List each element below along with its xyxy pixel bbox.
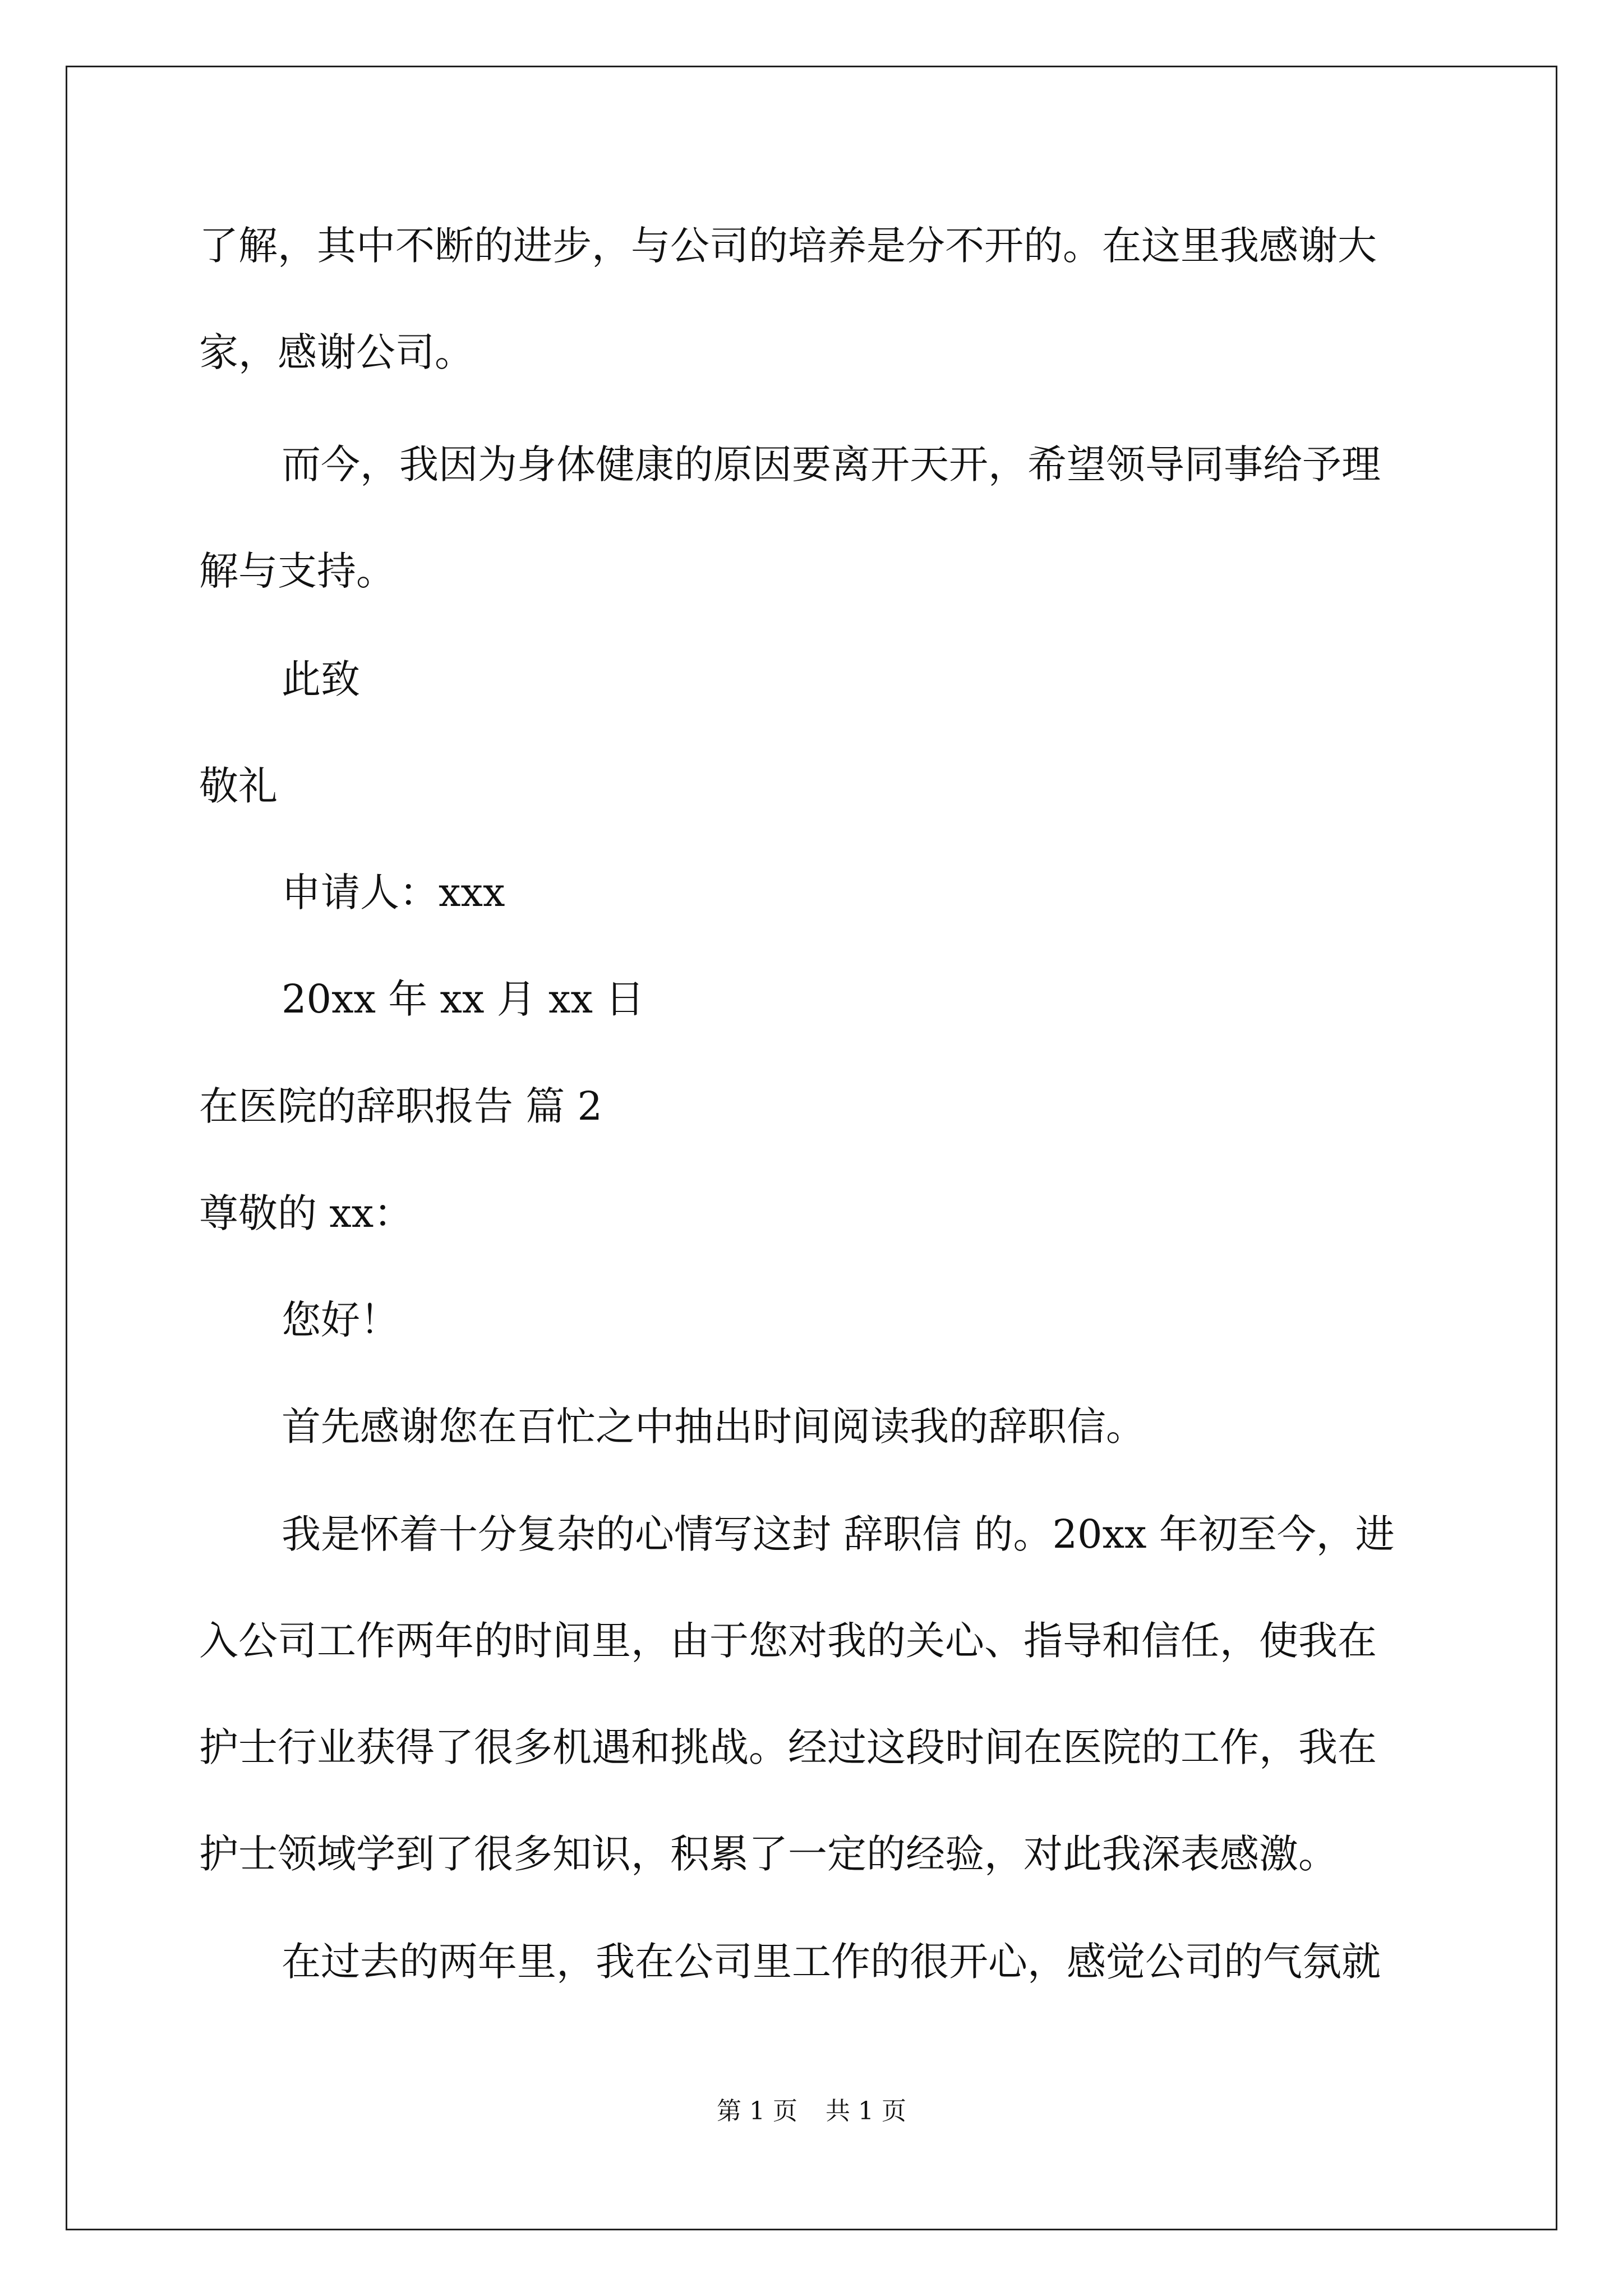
closing-salutation: 此致 (282, 656, 360, 702)
body-line-3: 而今，我因为身体健康的原因要离开天开，希望领导同事给予理 (282, 441, 1381, 487)
page-footer (0, 2099, 1623, 2124)
section-heading: 在医院的辞职报告 篇 2 (199, 1083, 603, 1129)
body-line-1: 了解，其中不断的进步，与公司的培养是分不开的。在这里我感谢大 (199, 223, 1377, 269)
applicant-line: 申请人：xxx (282, 869, 505, 915)
body-line-15: 护士行业获得了很多机遇和挑战。经过这段时间在医院的工作，我在 (199, 1724, 1377, 1770)
body-line-16: 护士领域学到了很多知识，积累了一定的经验，对此我深表感激。 (199, 1831, 1338, 1877)
page-number: 第 1 页 (717, 2097, 797, 2125)
page-border (66, 66, 1557, 2230)
closing-regards: 敬礼 (199, 763, 278, 809)
body-line-2: 家，感谢公司。 (199, 329, 474, 375)
hello-line: 您好！ (282, 1297, 399, 1343)
date-line: 20xx 年 xx 月 xx 日 (282, 976, 645, 1022)
page-total: 共 1 页 (826, 2097, 906, 2125)
body-line-13: 我是怀着十分复杂的心情写这封 辞职信 的。20xx 年初至今，进 (282, 1511, 1395, 1557)
body-line-4: 解与支持。 (199, 548, 395, 594)
recipient-greeting: 尊敬的 xx： (199, 1190, 413, 1236)
body-line-14: 入公司工作两年的时间里，由于您对我的关心、指导和信任，使我在 (199, 1618, 1377, 1664)
body-line-12: 首先感谢您在百忙之中抽出时间阅读我的辞职信。 (282, 1404, 1145, 1450)
body-line-17: 在过去的两年里，我在公司里工作的很开心，感觉公司的气氛就 (282, 1939, 1381, 1985)
